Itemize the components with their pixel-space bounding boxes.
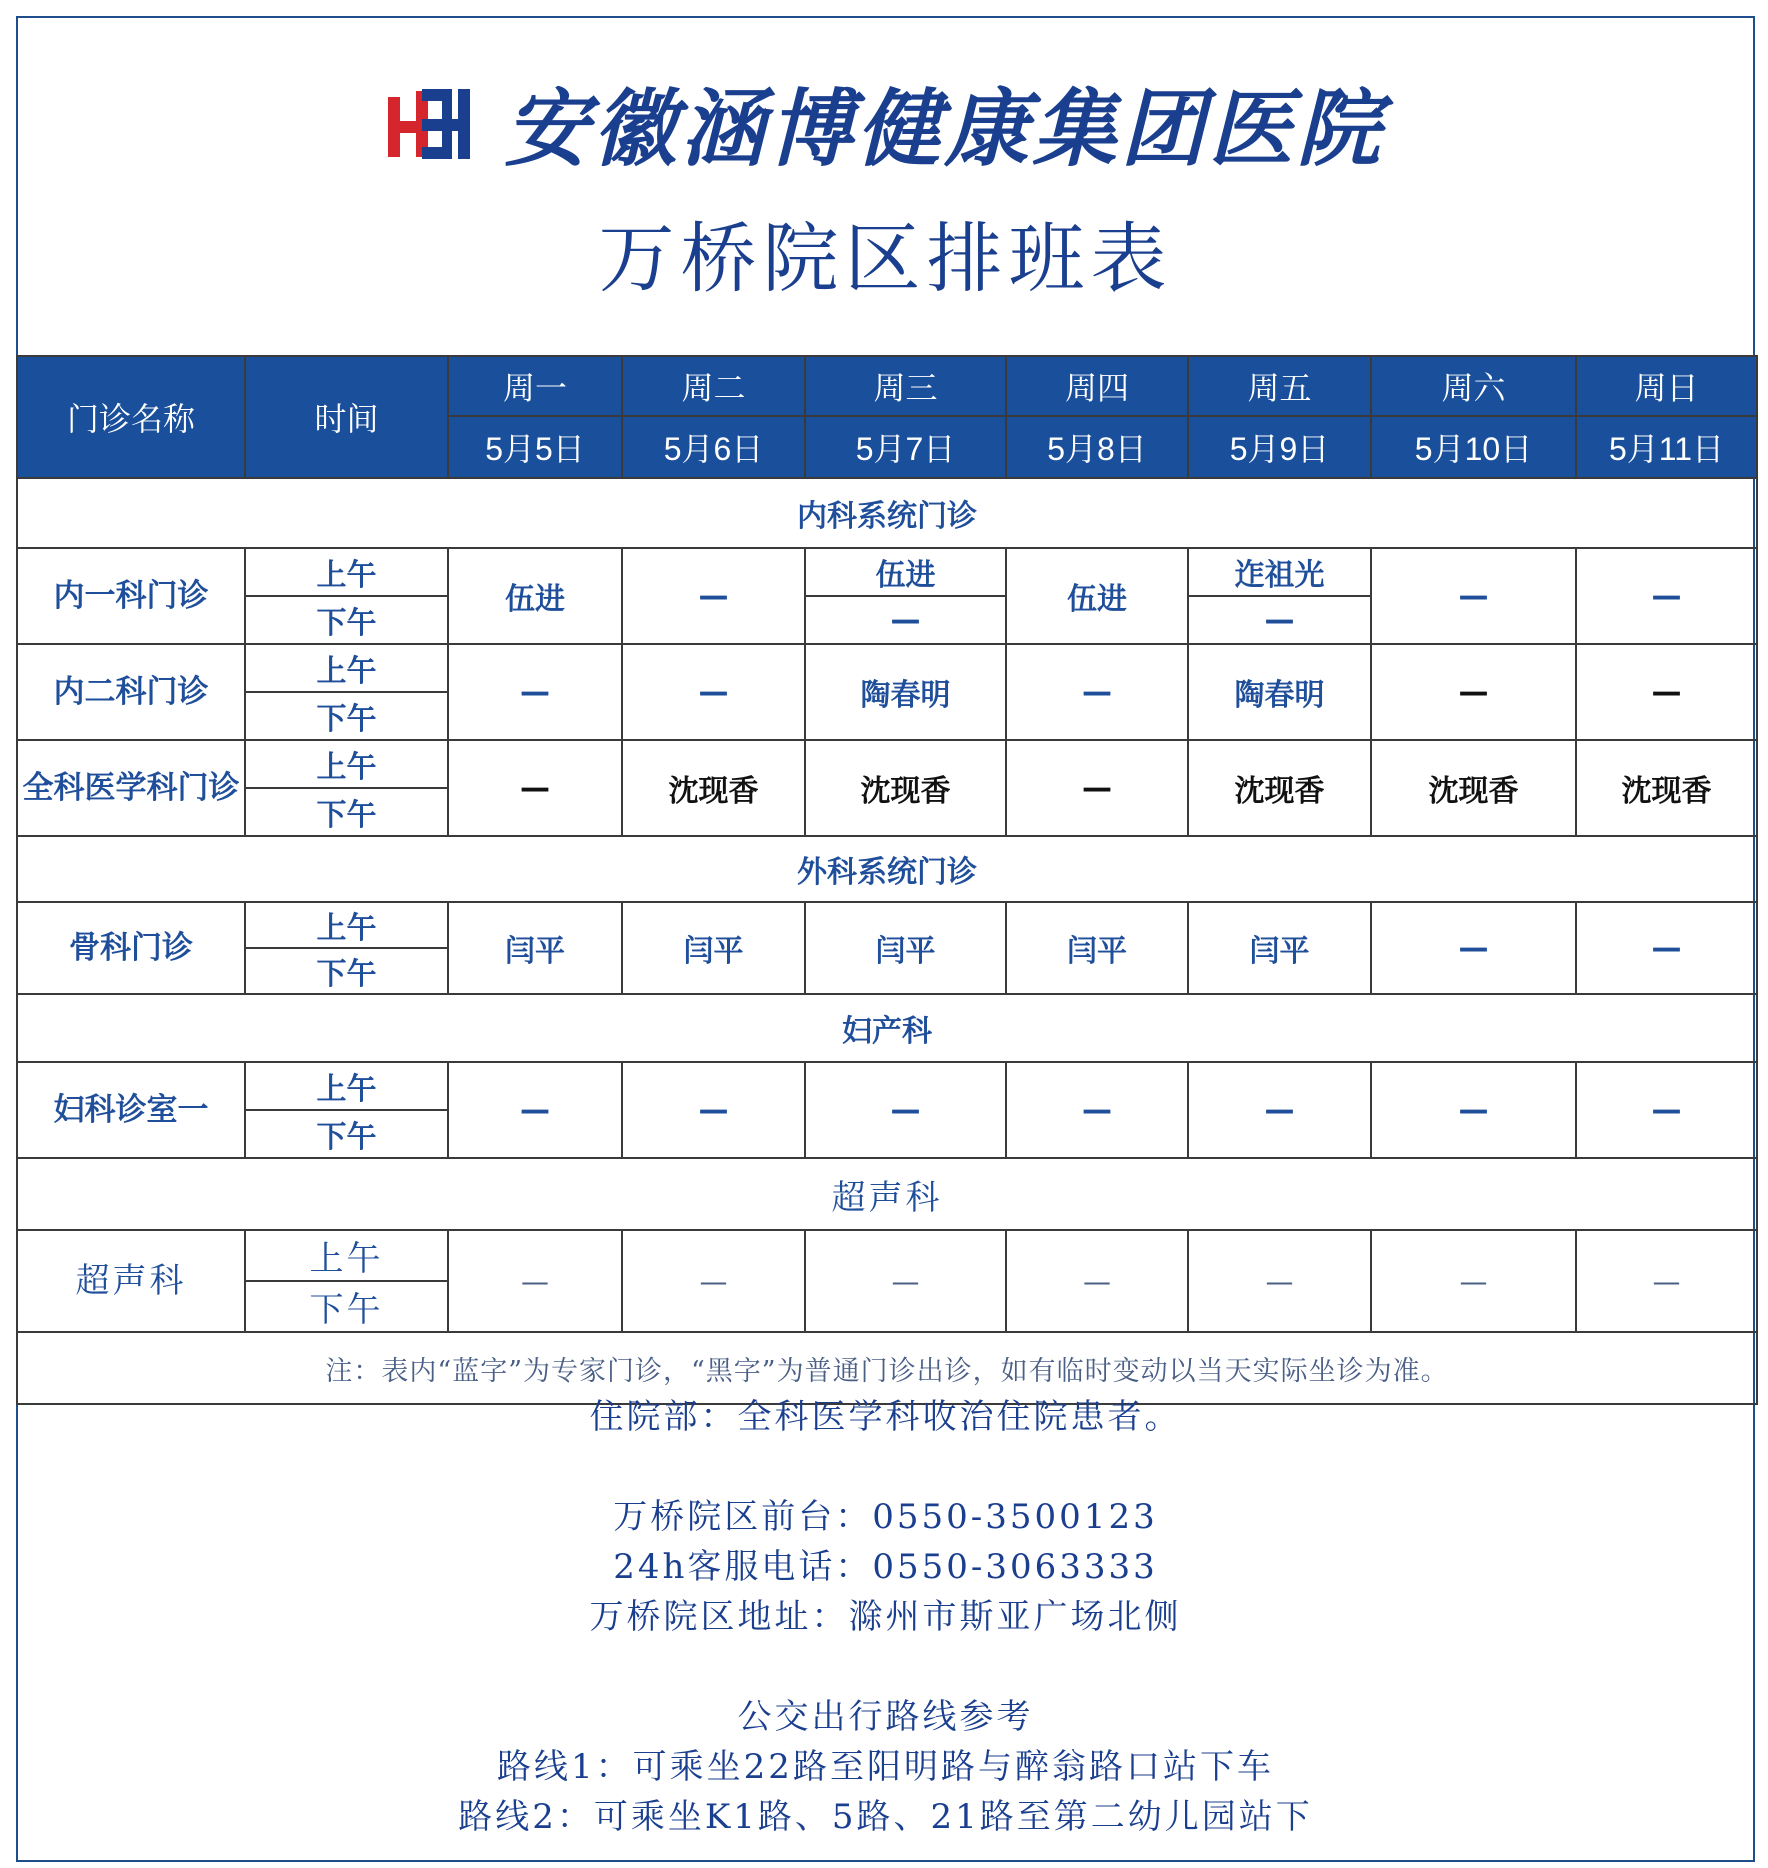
schedule-cell: — [1188, 1062, 1371, 1158]
schedule-cell: 沈现香 [1188, 740, 1371, 836]
header-date: 5月6日 [622, 416, 805, 478]
period-am: 上午 [245, 548, 448, 596]
schedule-table [16, 355, 1758, 1405]
period-pm: 下午 [245, 692, 448, 740]
schedule-cell: 沈现香 [622, 740, 805, 836]
header-weekday: 周一 [448, 356, 622, 416]
schedule-cell: — [1371, 902, 1576, 994]
header-weekday: 周四 [1006, 356, 1188, 416]
dept-name: 超声科 [17, 1230, 245, 1332]
schedule-cell: 迮祖光 [1188, 548, 1371, 596]
header-date: 5月10日 [1371, 416, 1576, 478]
page-header [18, 18, 1753, 356]
schedule-cell: 沈现香 [805, 740, 1006, 836]
header-date: 5月7日 [805, 416, 1006, 478]
section-title-obgyn: 妇产科 [17, 994, 1757, 1062]
schedule-cell: — [1371, 548, 1576, 644]
period-pm: 下午 [245, 948, 448, 994]
dept-name: 内二科门诊 [17, 644, 245, 740]
schedule-cell: 沈现香 [1576, 740, 1757, 836]
schedule-cell: — [1188, 1230, 1371, 1332]
period-am: 上午 [245, 1230, 448, 1281]
schedule-cell: — [1576, 1230, 1757, 1332]
schedule-cell: — [1006, 644, 1188, 740]
period-am: 上午 [245, 1062, 448, 1110]
schedule-cell: 陶春明 [1188, 644, 1371, 740]
header-date: 5月9日 [1188, 416, 1371, 478]
period-pm: 下午 [245, 1110, 448, 1158]
schedule-cell: — [622, 644, 805, 740]
header-weekday: 周三 [805, 356, 1006, 416]
schedule-cell: 闫平 [448, 902, 622, 994]
schedule-cell: — [1006, 740, 1188, 836]
header-date: 5月5日 [448, 416, 622, 478]
schedule-cell: — [622, 548, 805, 644]
schedule-cell: — [622, 1230, 805, 1332]
schedule-cell: — [448, 1230, 622, 1332]
schedule-cell: — [805, 1062, 1006, 1158]
schedule-cell: 闫平 [805, 902, 1006, 994]
schedule-cell: — [1006, 1062, 1188, 1158]
schedule-cell: — [1576, 902, 1757, 994]
hotline-phone: 24h客服电话：0550-3063333 [613, 1547, 1158, 1587]
header-date: 5月8日 [1006, 416, 1188, 478]
schedule-title: 万桥院区排班表 [598, 214, 1173, 303]
schedule-cell: — [1371, 644, 1576, 740]
campus-address: 万桥院区地址：滁州市斯亚广场北侧 [589, 1597, 1182, 1637]
schedule-cell: — [1371, 1230, 1576, 1332]
hospital-name: 安徽涵博健康集团医院 [504, 79, 1385, 178]
bus-route-1: 路线1：可乘坐22路至阳明路与醉翁路口站下车 [497, 1747, 1274, 1787]
header-weekday: 周五 [1188, 356, 1371, 416]
dept-name: 内一科门诊 [17, 548, 245, 644]
schedule-cell: 伍进 [448, 548, 622, 644]
period-pm: 下午 [245, 788, 448, 836]
schedule-cell: — [1006, 1230, 1188, 1332]
schedule-cell: 伍进 [805, 548, 1006, 596]
bus-route-2: 路线2：可乘坐K1路、5路、21路至第二幼儿园站下 [458, 1797, 1313, 1837]
section-title-surgery: 外科系统门诊 [17, 836, 1757, 902]
inpatient-info: 住院部：全科医学科收治住院患者。 [589, 1397, 1182, 1437]
hospital-logo-icon [386, 83, 478, 163]
schedule-cell: — [448, 740, 622, 836]
bus-route-title: 公交出行路线参考 [737, 1697, 1034, 1737]
header-weekday: 周二 [622, 356, 805, 416]
dept-name: 骨科门诊 [17, 902, 245, 994]
schedule-cell: — [448, 1062, 622, 1158]
schedule-cell: 闫平 [622, 902, 805, 994]
schedule-cell: 沈现香 [1371, 740, 1576, 836]
footer-info [18, 1392, 1753, 1842]
schedule-cell: 闫平 [1188, 902, 1371, 994]
header-weekday: 周日 [1576, 356, 1757, 416]
schedule-cell: — [805, 596, 1006, 644]
period-am: 上午 [245, 740, 448, 788]
schedule-cell: 伍进 [1006, 548, 1188, 644]
schedule-cell: — [622, 1062, 805, 1158]
schedule-cell: — [1576, 644, 1757, 740]
logo-row [18, 62, 1753, 183]
section-title-ultrasound: 超声科 [17, 1158, 1757, 1230]
header-weekday: 周六 [1371, 356, 1576, 416]
period-pm: 下午 [245, 1281, 448, 1332]
period-pm: 下午 [245, 596, 448, 644]
period-am: 上午 [245, 644, 448, 692]
schedule-cell: — [448, 644, 622, 740]
dept-name: 全科医学科门诊 [17, 740, 245, 836]
schedule-cell: — [1188, 596, 1371, 644]
schedule-cell: — [1576, 1062, 1757, 1158]
header-time: 时间 [245, 356, 448, 478]
schedule-cell: — [805, 1230, 1006, 1332]
period-am: 上午 [245, 902, 448, 948]
schedule-cell: 闫平 [1006, 902, 1188, 994]
schedule-cell: 陶春明 [805, 644, 1006, 740]
header-date: 5月11日 [1576, 416, 1757, 478]
schedule-cell: — [1576, 548, 1757, 644]
schedule-note: 注：表内“蓝字”为专家门诊，“黑字”为普通门诊出诊，如有临时变动以当天实际坐诊为准。 [17, 1332, 1757, 1404]
header-dept: 门诊名称 [17, 356, 245, 478]
front-desk-phone: 万桥院区前台：0550-3500123 [613, 1497, 1158, 1537]
dept-name: 妇科诊室一 [17, 1062, 245, 1158]
section-title-internal: 内科系统门诊 [17, 478, 1757, 548]
schedule-cell: — [1371, 1062, 1576, 1158]
